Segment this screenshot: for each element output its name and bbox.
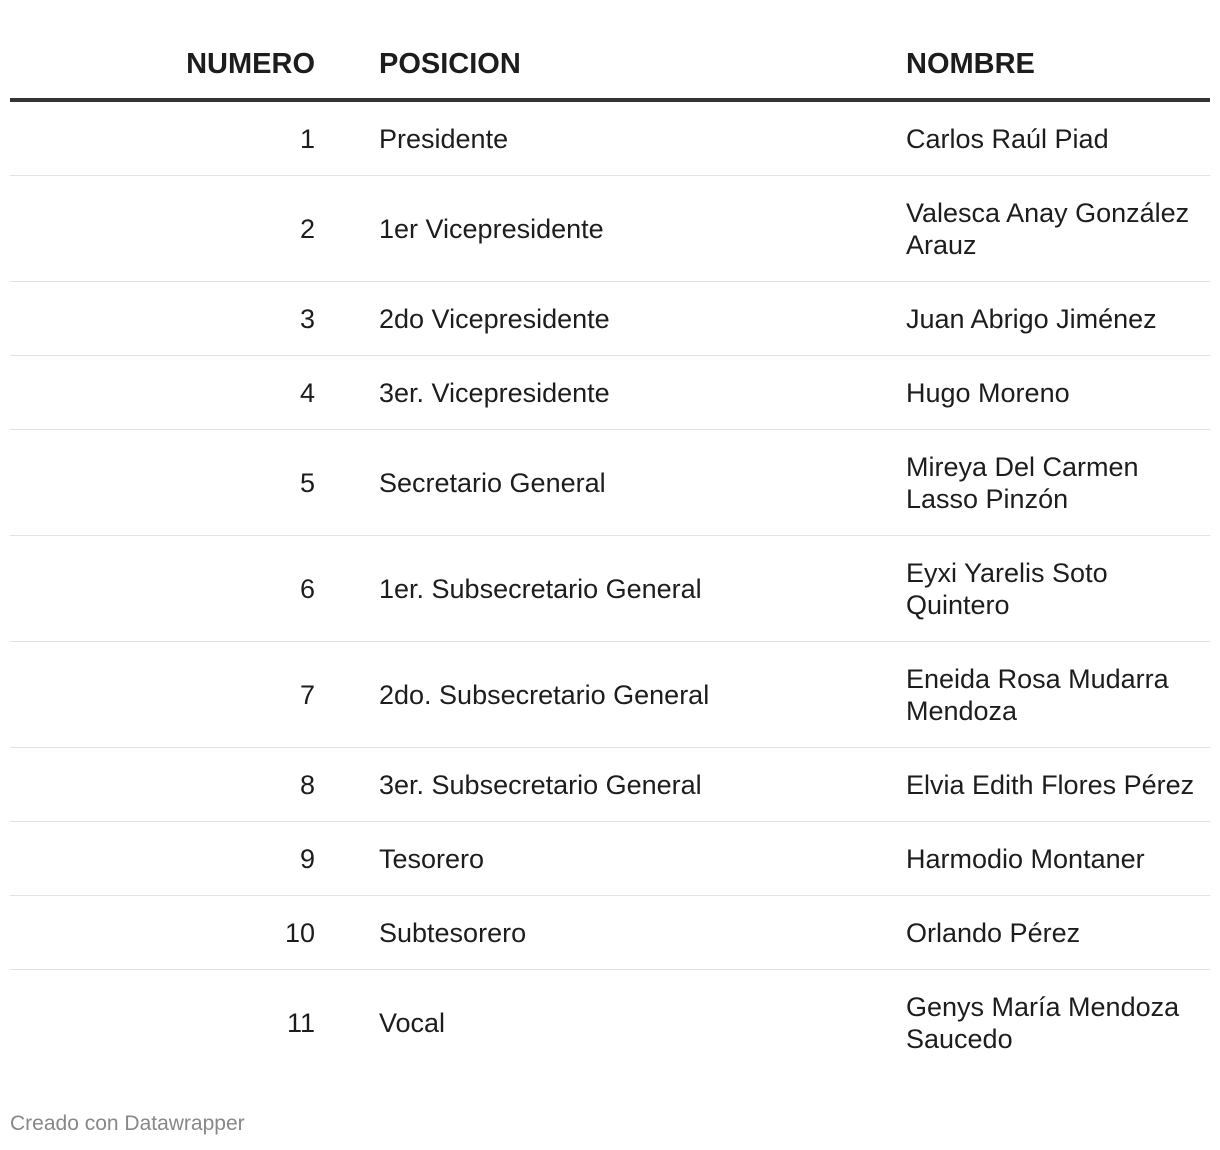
footer-credit[interactable]: Creado con Datawrapper: [10, 1112, 245, 1135]
cell-numero: 5: [10, 430, 315, 536]
cell-posicion: 1er Vicepresidente: [315, 176, 842, 282]
cell-numero: 6: [10, 536, 315, 642]
cell-nombre: Juan Abrigo Jiménez: [842, 282, 1210, 356]
cell-numero: 3: [10, 282, 315, 356]
cell-numero: 9: [10, 822, 315, 896]
cell-nombre: Eneida Rosa Mudarra Mendoza: [842, 642, 1210, 748]
cell-posicion: Secretario General: [315, 430, 842, 536]
table-row: [10, 100, 1210, 176]
cell-nombre: Eyxi Yarelis Soto Quintero: [842, 536, 1210, 642]
table-row: [10, 822, 1210, 896]
cell-nombre: Mireya Del Carmen Lasso Pinzón: [842, 430, 1210, 536]
table-row: [10, 896, 1210, 970]
cell-posicion: 1er. Subsecretario General: [315, 536, 842, 642]
cell-posicion: Presidente: [315, 100, 842, 176]
cell-numero: 11: [286, 1007, 315, 1038]
table-row: [10, 748, 1210, 822]
data-table: [10, 30, 1210, 1075]
table-row: [10, 642, 1210, 748]
cell-nombre: Carlos Raúl Piad: [842, 100, 1210, 176]
cell-numero: 4: [10, 356, 315, 430]
data-table-container: [10, 30, 1210, 1075]
cell-numero: 1: [10, 100, 315, 176]
cell-posicion: Vocal: [379, 1007, 446, 1038]
header-numero[interactable]: NUMERO: [10, 30, 315, 100]
cell-posicion: Subtesorero: [315, 896, 842, 970]
cell-posicion: 2do. Subsecretario General: [315, 642, 842, 748]
table-row: [10, 536, 1210, 642]
cell-nombre: Elvia Edith Flores Pérez: [842, 748, 1210, 822]
cell-posicion: 2do Vicepresidente: [315, 282, 842, 356]
cell-nombre: Hugo Moreno: [842, 356, 1210, 430]
table-row: [10, 176, 1210, 282]
cell-numero: 2: [10, 176, 315, 282]
table-row: [10, 356, 1210, 430]
table-row: [10, 430, 1210, 536]
cell-numero: 7: [10, 642, 315, 748]
header-posicion[interactable]: POSICION: [315, 30, 842, 100]
table-header-row: [10, 30, 1210, 100]
table-row: [10, 970, 1210, 1076]
cell-numero: 8: [10, 748, 315, 822]
cell-nombre: Genys María Mendoza Saucedo: [906, 991, 1180, 1054]
cell-posicion: 3er. Vicepresidente: [315, 356, 842, 430]
cell-nombre: Valesca Anay González Arauz: [842, 176, 1210, 282]
cell-posicion: 3er. Subsecretario General: [315, 748, 842, 822]
cell-posicion: Tesorero: [315, 822, 842, 896]
cell-nombre: Harmodio Montaner: [842, 822, 1210, 896]
header-nombre[interactable]: NOMBRE: [842, 30, 1210, 100]
table-row: [10, 282, 1210, 356]
cell-nombre: Orlando Pérez: [842, 896, 1210, 970]
cell-numero: 10: [10, 896, 315, 970]
